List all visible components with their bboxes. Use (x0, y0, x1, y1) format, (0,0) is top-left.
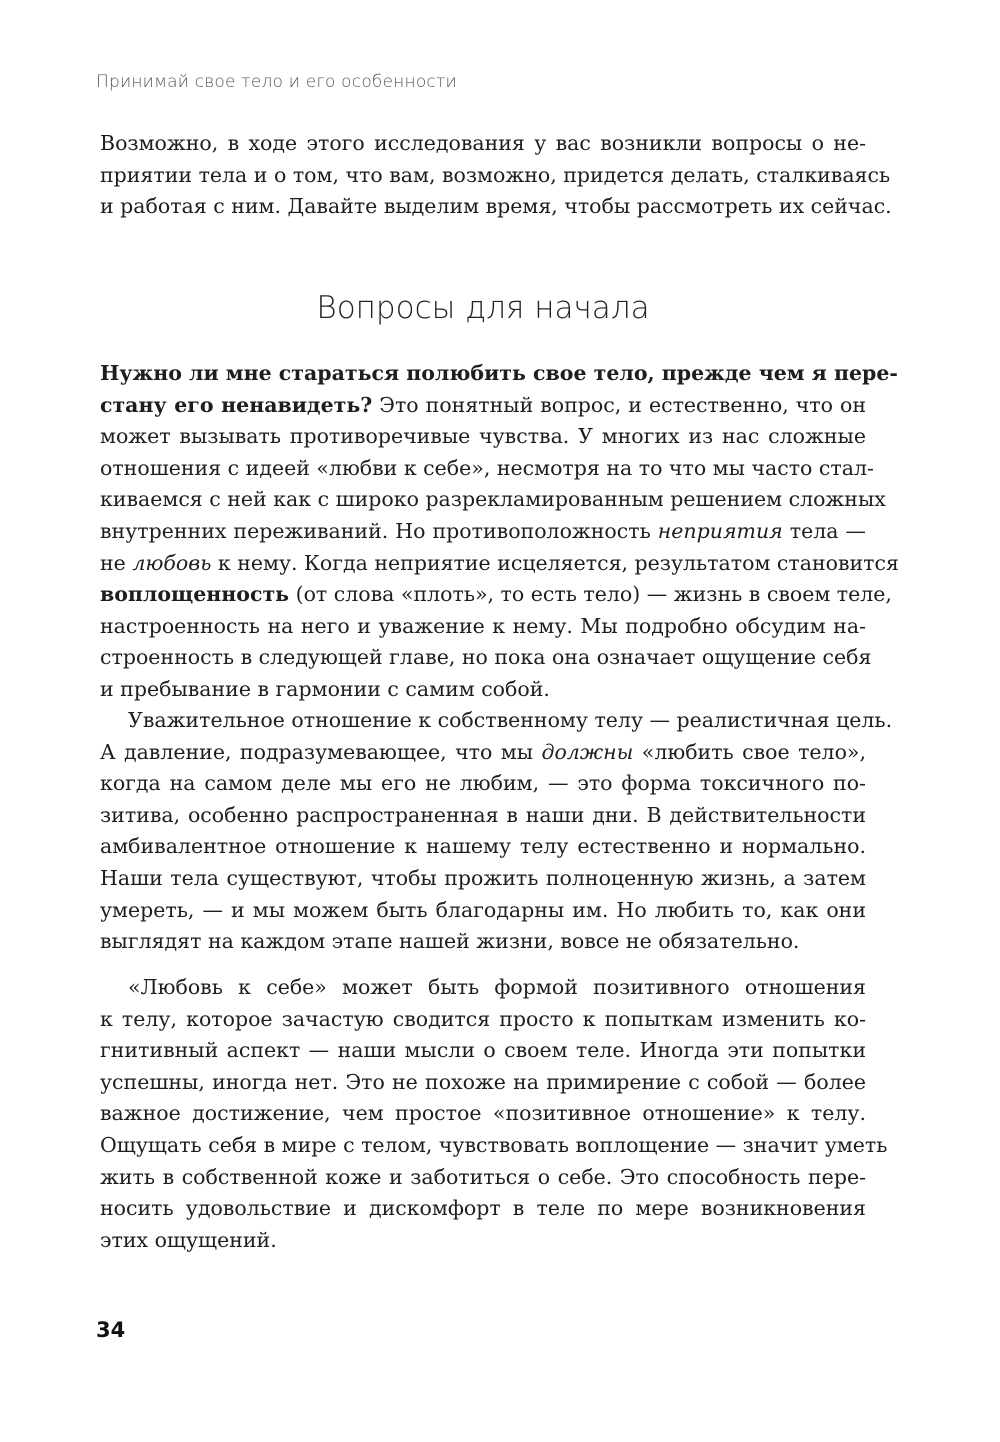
text-span: внутренних переживаний. Но противоположность (100, 518, 658, 543)
text-line (100, 358, 898, 390)
text-span: не (100, 550, 133, 575)
text-line: может вызывать противоречивые чувства. У многих из нас сложные (100, 424, 866, 449)
emphasis: неприятия (657, 518, 783, 543)
text-line: к телу, которое зачастую сводится просто к попыткам изменить ко- (100, 1006, 866, 1031)
text-line: зитива, особенно распространенная в наши дни. В действительности (100, 802, 866, 827)
text-line: гнитивный аспект — наши мысли о своем теле. Иногда эти попытки (100, 1038, 866, 1063)
text-line: строенность в следующей главе, но пока она означает ощущение себя (100, 645, 872, 670)
text-line (100, 737, 866, 769)
text-line: успешны, иногда нет. Это не похоже на примирение с собой — более (100, 1069, 866, 1094)
text-span: «любить свое тело», (633, 739, 866, 764)
text-line: «Любовь к себе» может быть формой позитивного отношения (128, 975, 866, 999)
text-line: Наши тела существуют, чтобы прожить полноценную жизнь, а затем (100, 865, 866, 890)
text-line: Ощущать себя в мире с телом, чувствовать воплощение — значит уметь (100, 1132, 888, 1157)
text-line: этих ощущений. (100, 1227, 277, 1252)
text-span: (от слова «плоть», то есть тело) — жизнь в своем теле, (289, 582, 892, 607)
text-line: настроенность на него и уважение к нему. Мы подробно обсудим на- (100, 613, 866, 638)
emphasis: должны (541, 739, 634, 764)
text-line (100, 516, 866, 548)
emphasis: любовь (132, 550, 212, 575)
text-line: киваемся с ней как с широко разрекламированным решением сложных (100, 487, 886, 512)
section-heading: Вопросы для начала (316, 290, 650, 326)
text-line: носить удовольствие и дискомфорт в теле по мере возникновения (100, 1196, 866, 1221)
text-line: важное достижение, чем простое «позитивное отношение» к телу. (100, 1101, 866, 1126)
page-number: 34 (96, 1318, 126, 1342)
text-line: умереть, — и мы можем быть благодарны им. Но любить то, как они (100, 897, 866, 922)
text-line: Возможно, в ходе этого исследования у вас возникли вопросы о не- (100, 131, 866, 155)
text-span: тела — (782, 518, 866, 543)
intro-paragraph (100, 128, 892, 223)
term-bold: воплощенность (100, 582, 290, 607)
text-span: к нему. Когда неприятие исцеляется, результатом становится (211, 550, 899, 575)
text-line: когда на самом деле мы его не любим, — это форма токсичного по- (100, 771, 866, 796)
text-line: жить в собственной коже и заботиться о себе. Это способность пере- (100, 1164, 866, 1189)
text-span: А давление, подразумевающее, что мы (100, 739, 542, 764)
text-line: и пребывание в гармонии с самим собой. (100, 676, 550, 701)
text-line (100, 390, 866, 422)
text-line: Уважительное отношение к собственному телу — реалистичная цель. (128, 708, 893, 732)
text-line: отношения с идеей «любви к себе», несмотря на то что мы часто стал- (100, 455, 874, 480)
text-line: и работая с ним. Давайте выделим время, чтобы рассмотреть их сейчас. (100, 194, 892, 219)
question-paragraph (100, 358, 899, 706)
text-line (100, 548, 899, 580)
text-line: амбивалентное отношение к нашему телу естественно и нормально. (100, 834, 866, 859)
question-bold: Нужно ли мне стараться полюбить свое тело, прежде чем я пере- (100, 361, 898, 385)
question-bold: стану его ненавидеть? (100, 392, 373, 417)
text-line (100, 579, 892, 611)
paragraph-3 (100, 972, 888, 1256)
text-line: приятии тела и о том, что вам, возможно, придется делать, сталкиваясь (100, 162, 891, 187)
paragraph-2 (100, 705, 893, 958)
text-line: выглядят на каждом этапе нашей жизни, вовсе не обязательно. (100, 929, 800, 954)
running-header: Принимай свое тело и его особенности (96, 72, 457, 92)
text-span: Это понятный вопрос, и естественно, что он (372, 392, 867, 417)
